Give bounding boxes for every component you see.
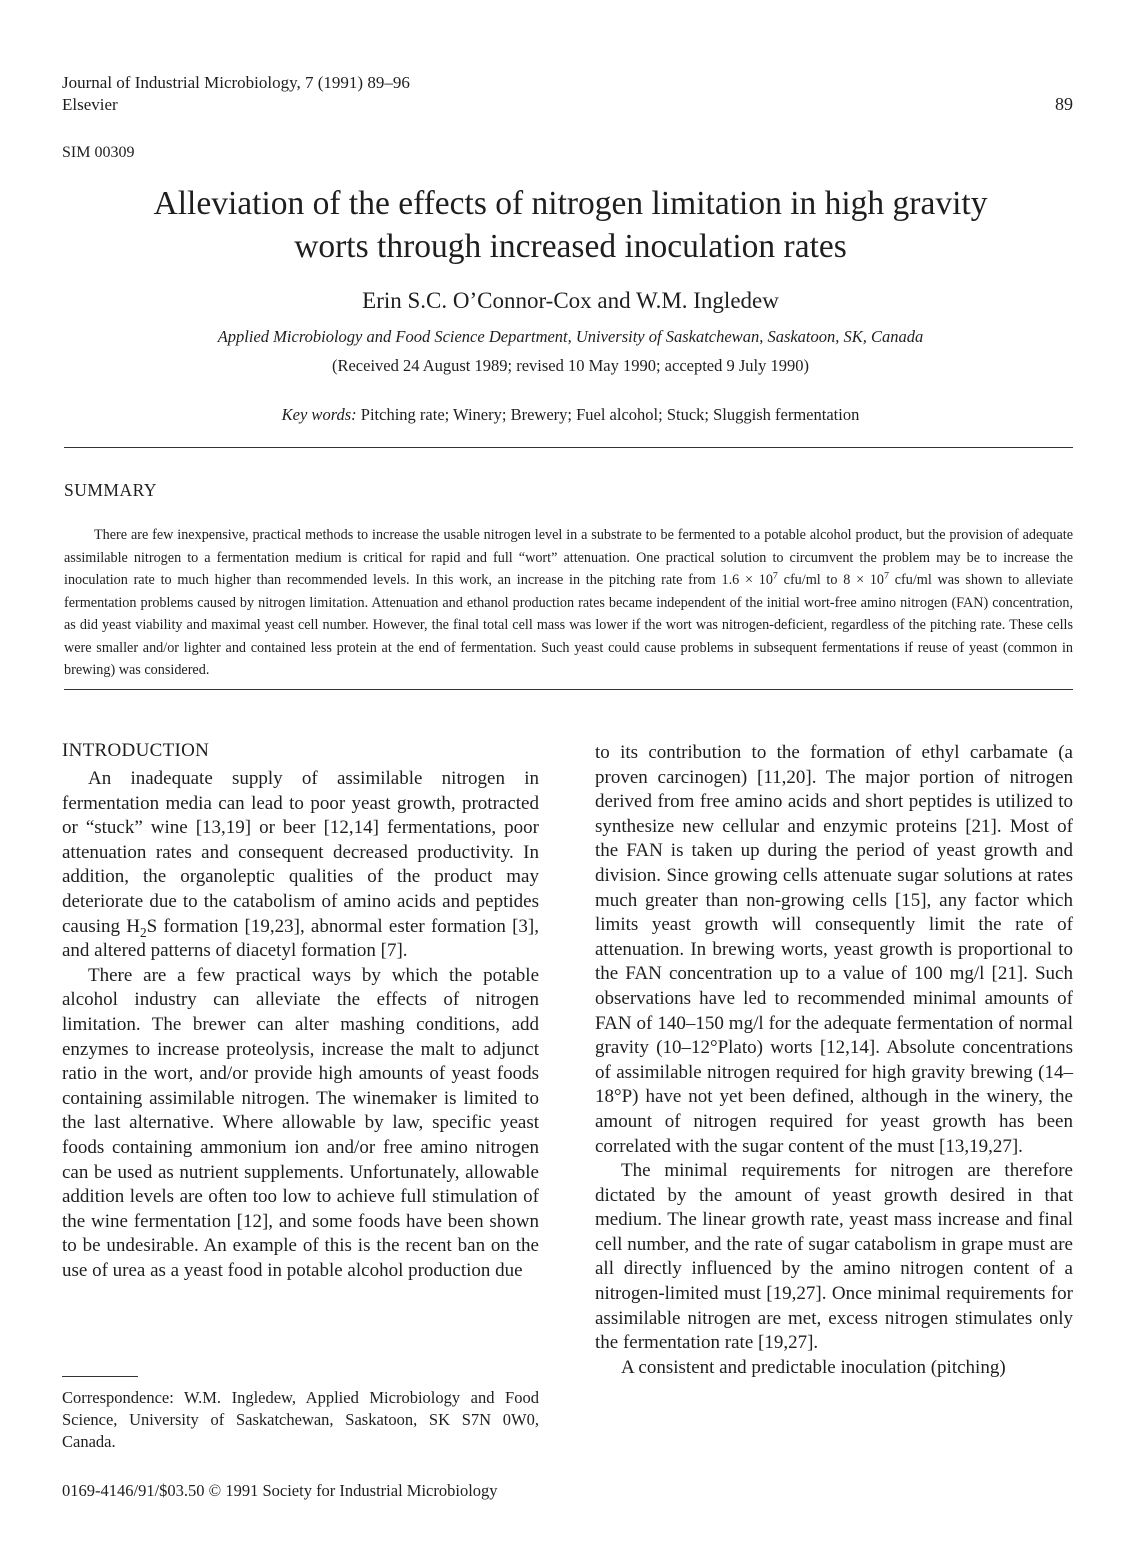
introduction-heading: INTRODUCTION <box>62 740 210 761</box>
article-title <box>40 182 1101 268</box>
paragraph: A consistent and predictable inoculation (pitching) <box>621 1356 1006 1378</box>
copyright-line: 0169-4146/91/$03.50 © 1991 Society for Industrial Microbiology <box>62 1481 498 1500</box>
journal-line: Journal of Industrial Microbiology, 7 (1991) 89–96 <box>62 73 410 92</box>
divider <box>64 689 1073 690</box>
authors: Erin S.C. O’Connor-Cox and W.M. Ingledew <box>362 288 779 313</box>
correspondence-footnote: Correspondence: W.M. Ingledew, Applied Microbiology and Food Science, University of Saskatchewan, Saskatoon, SK S7N 0W0, Canada. <box>62 1388 539 1451</box>
paragraph: An inadequate supply of assimilable nitrogen in fermentation media can lead to poor yeast growth, protracted or “stuck” wine [13,19] or beer [12,14] fermentations, poor attenuation rates and consequent decreased productivity. In addition, the organoleptic qualities of the product may deteriorate due to the catabolism of amino acids and peptides causing $H_2S$ formation [19,23], abnormal ester formation [3], and altered patterns of diacetyl formation [7]. <box>62 768 540 962</box>
right-column <box>595 741 1073 1380</box>
title-line: worts through increased inoculation rates <box>294 228 847 265</box>
paragraph: There are a few practical ways by which the potable alcohol industry can alleviate the effects of nitrogen limitation. The brewer can alter mashing conditions, add enzymes to increase proteolysis, increase the malt to adjunct ratio in the wort, and/or provide high amounts of yeast foods containing assimilable nitrogen. The winemaker is limited to the last alternative. Where allowable by law, specific yeast foods containing ammonium ion and/or free amino nitrogen can be used as nutrient supplements. Unfortunately, allowable addition levels are often too low to achieve full stimulation of the wine fermentation [12], and some foods have been shown to be undesirable. An example of this is the recent ban on the use of urea as a yeast food in potable alcohol production due <box>62 964 539 1281</box>
keywords <box>0 405 1141 425</box>
sim-id: SIM 00309 <box>62 144 135 161</box>
keywords-label: Key words: <box>281 405 357 424</box>
received-dates: (Received 24 August 1989; revised 10 May 1990; accepted 9 July 1990) <box>331 356 810 375</box>
paragraph: to its contribution to the formation of ethyl carbamate (a proven carcinogen) [11,20]. The major portion of nitrogen derived from free amino acids and short peptides is utilized to synthesize new cellular and enzymic proteins [21]. Most of the FAN is taken up during the period of yeast growth and division. Since growing cells attenuate sugar solutions at rates much greater than non-growing cells [15], any factor which limits yeast growth will consequently limit the rate of attenuation. In brewing worts, yeast growth is proportional to the FAN concentration up to a value of 100 mg/l [21]. Such observations have led to recommended minimal amounts of FAN of 140–150 mg/l for the adequate fermentation of normal gravity (10–12°Plato) worts [12,14]. Absolute concentrations of assimilable nitrogen required for high gravity brewing (14–18°P) have not yet been defined, although in the winery, the amount of nitrogen required for yeast growth has been correlated with the sugar content of the must [13,19,27]. <box>595 742 1073 1157</box>
footnote-rule <box>62 1376 138 1377</box>
affiliation: Applied Microbiology and Food Science Department, University of Saskatchewan, Saskatoon, SK, Canada <box>217 327 924 346</box>
divider <box>64 447 1073 448</box>
page-number: 89 <box>1055 94 1073 114</box>
publisher-line: Elsevier <box>62 95 118 114</box>
keywords-list: Pitching rate; Winery; Brewery; Fuel alcohol; Stuck; Sluggish fermentation <box>360 405 860 424</box>
journal-citation <box>62 72 410 116</box>
title-line: Alleviation of the effects of nitrogen limitation in high gravity <box>153 185 988 222</box>
left-column <box>62 767 539 1283</box>
summary-heading: SUMMARY <box>64 480 157 500</box>
paragraph: The minimal requirements for nitrogen are therefore dictated by the amount of yeast growth desired in that medium. The linear growth rate, yeast mass increase and final cell number, and the rate of sugar catabolism in grape must are all directly influenced by the amino nitrogen content of a nitrogen-limited must [19,27]. Once minimal requirements for assimilable nitrogen are met, excess nitrogen stimulates only the fermentation rate [19,27]. <box>595 1160 1073 1354</box>
summary-text: There are few inexpensive, practical methods to increase the usable nitrogen level in a substrate to be fermented to a potable alcohol product, but the provision of adequate assimilable nitrogen to a fermentation medium is critical for rapid and full “wort” attenuation. One practical solution to circumvent the problem may be to increase the inoculation rate to much higher than recommended levels. In this work, an increase in the pitching rate from $1.6 \times 10^7$ cfu/ml to $8 \times 10^7$ cfu/ml was shown to alleviate fermentation problems caused by nitrogen limitation. Attenuation and ethanol production rates became independent of the initial wort-free amino nitrogen (FAN) concentration, as did yeast viability and maximal yeast cell number. However, the final total cell mass was lower if the wort was nitrogen-deficient, regardless of the pitching rate. These cells were smaller and/or lighter and contained less protein at the end of fermentation. Such yeast could cause problems in subsequent fermentations if reuse of yeast (common in brewing) was considered. <box>64 527 1074 678</box>
